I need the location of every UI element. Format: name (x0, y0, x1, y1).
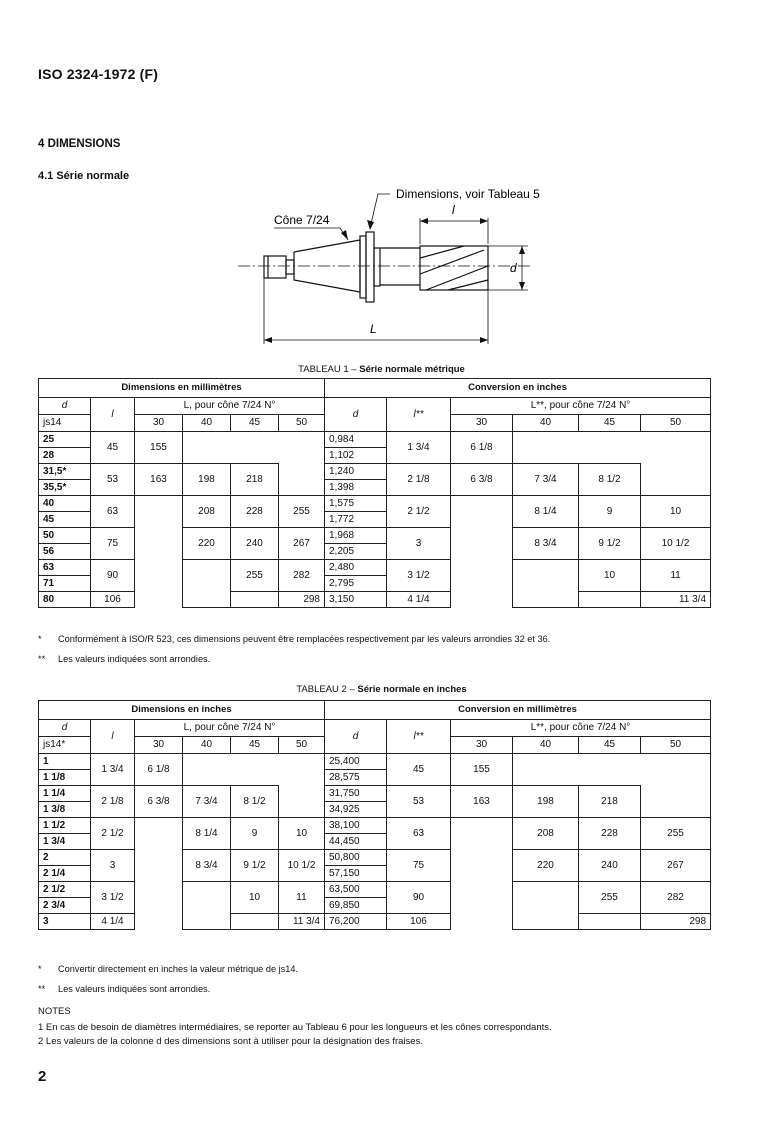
subsection-title: 4.1 Série normale (38, 170, 130, 182)
t2-cone-mm: 45 (579, 737, 641, 754)
table-cell: 2,205 (325, 544, 387, 560)
section-title: 4 DIMENSIONS (38, 138, 121, 150)
table-cell: 2 1/2 (387, 496, 451, 528)
table-cell: 9 1/2 (579, 528, 641, 560)
table-cell: 9 1/2 (231, 850, 279, 882)
table-cell: 7 3/4 (513, 464, 579, 496)
t2-col-l2: l** (387, 720, 451, 754)
table-cell: 25,400 (325, 754, 387, 770)
note-item: 1 En cas de besoin de diamètres intermédiaires, se reporter au Tableau 6 pour les longueurs et les cônes correspondants. (38, 1022, 552, 1033)
t1-col-l: l (91, 398, 135, 432)
t2-cone-mm: 30 (451, 737, 513, 754)
table-cell: 11 3/4 (279, 914, 325, 930)
table-cell: 63 (387, 818, 451, 850)
table-cell: 228 (231, 496, 279, 528)
table-cell: 50,800 (325, 850, 387, 866)
table-cell: 45 (39, 512, 91, 528)
table-cell: 75 (91, 528, 135, 560)
table-cell: 1 (39, 754, 91, 770)
notes-title: NOTES (38, 1006, 71, 1017)
table2 (38, 700, 711, 930)
table-cell: 240 (579, 850, 641, 882)
t1-cone-in: 50 (641, 415, 711, 432)
table-cell: 2 1/8 (387, 464, 451, 496)
table-cell: 255 (641, 818, 711, 850)
table-cell: 2 1/8 (91, 786, 135, 818)
t1-tol: js14 (39, 415, 91, 432)
cone-label: Cône 7/24 (274, 213, 330, 227)
table-cell: 0,984 (325, 432, 387, 448)
t2-tol: js14* (39, 737, 91, 754)
table2-caption: TABLEAU 2 – Série normale en inches (296, 684, 467, 695)
t2-col-d2: d (325, 720, 387, 754)
table-cell: 8 1/4 (183, 818, 231, 850)
table-cell: 1 3/4 (39, 834, 91, 850)
table-cell: 8 3/4 (513, 528, 579, 560)
t2-col-d: d (39, 720, 91, 737)
table-cell: 208 (183, 496, 231, 528)
table-cell: 1,398 (325, 480, 387, 496)
table-cell: 3 1/2 (387, 560, 451, 592)
table-cell: 4 1/4 (91, 914, 135, 930)
table-cell: 45 (91, 432, 135, 464)
table-cell: 2 1/2 (91, 818, 135, 850)
table-cell: 155 (451, 754, 513, 786)
table-cell: 8 3/4 (183, 850, 231, 882)
table-cell: 8 1/4 (513, 496, 579, 528)
table-cell: 2,795 (325, 576, 387, 592)
table-cell: 255 (579, 882, 641, 914)
table-cell: 228 (579, 818, 641, 850)
table-cell: 2 (39, 850, 91, 866)
table-cell: 11 (641, 560, 711, 592)
table-cell: 1 1/4 (39, 786, 91, 802)
table-cell: 10 1/2 (279, 850, 325, 882)
table-cell: 63 (91, 496, 135, 528)
table-cell: 218 (231, 464, 279, 496)
table-cell: 6 3/8 (135, 786, 183, 818)
table-cell: 8 1/2 (231, 786, 279, 818)
table-cell: 255 (231, 560, 279, 592)
table-cell: 44,450 (325, 834, 387, 850)
table-cell: 38,100 (325, 818, 387, 834)
table-cell: 90 (387, 882, 451, 914)
t1-col-L2: L**, pour cône 7/24 N° (451, 398, 711, 415)
table-cell: 1,240 (325, 464, 387, 480)
table-cell: 31,750 (325, 786, 387, 802)
table-cell: 10 (641, 496, 711, 528)
table-cell: 198 (513, 786, 579, 818)
t1-col-l2: l** (387, 398, 451, 432)
table-cell: 6 1/8 (135, 754, 183, 786)
table-cell: 267 (279, 528, 325, 560)
table-cell: 45 (387, 754, 451, 786)
t2-cone: 45 (231, 737, 279, 754)
table-cell: 53 (91, 464, 135, 496)
document-header: ISO 2324-1972 (F) (38, 66, 159, 82)
table-cell: 69,850 (325, 898, 387, 914)
table-cell: 1,575 (325, 496, 387, 512)
table1-footnote-1: * Conformément à ISO/R 523, ces dimensions peuvent être remplacées respectivement par les valeurs arrondies 32 et 36. (38, 634, 551, 644)
t2-col-L2: L**, pour cône 7/24 N° (451, 720, 711, 737)
table-cell: 34,925 (325, 802, 387, 818)
table1-footnote-2: ** Les valeurs indiquées sont arrondies. (38, 654, 211, 664)
t1-cone-in: 40 (513, 415, 579, 432)
table-cell: 1,102 (325, 448, 387, 464)
t2-col-L: L, pour cône 7/24 N° (135, 720, 325, 737)
table-cell: 208 (513, 818, 579, 850)
table-cell: 106 (387, 914, 451, 930)
t1-cone: 45 (231, 415, 279, 432)
table-cell: 1,772 (325, 512, 387, 528)
table-cell: 28,575 (325, 770, 387, 786)
page-number: 2 (38, 1068, 47, 1085)
table-cell: 7 3/4 (183, 786, 231, 818)
L-label: L (370, 322, 377, 336)
table-cell: 3 1/2 (91, 882, 135, 914)
table-cell: 220 (513, 850, 579, 882)
table-cell: 1 3/4 (91, 754, 135, 786)
table-cell: 255 (279, 496, 325, 528)
t2-col-l: l (91, 720, 135, 754)
table1-caption: TABLEAU 1 – Série normale métrique (298, 364, 465, 375)
t2-group-right: Conversion en millimètres (325, 701, 711, 720)
table-cell: 3 (91, 850, 135, 882)
table-cell: 198 (183, 464, 231, 496)
t1-cone: 50 (279, 415, 325, 432)
t2-cone: 30 (135, 737, 183, 754)
table-cell: 9 (231, 818, 279, 850)
table-cell: 163 (135, 464, 183, 496)
t2-cone-mm: 40 (513, 737, 579, 754)
table-cell: 240 (231, 528, 279, 560)
dims-label: Dimensions, voir Tableau 5 (396, 187, 540, 201)
table-cell: 298 (641, 914, 711, 930)
table-cell: 53 (387, 786, 451, 818)
table2-footnote-1: * Convertir directement en inches la valeur métrique de js14. (38, 964, 299, 974)
table-cell: 6 1/8 (451, 432, 513, 464)
table-cell: 3 (387, 528, 451, 560)
t1-col-d: d (39, 398, 91, 415)
table-cell: 75 (387, 850, 451, 882)
table-cell: 71 (39, 576, 91, 592)
t1-group-right: Conversion en inches (325, 379, 711, 398)
table-cell: 3,150 (325, 592, 387, 608)
table-cell: 1 3/8 (39, 802, 91, 818)
table-cell: 28 (39, 448, 91, 464)
t1-group-left: Dimensions en millimètres (39, 379, 325, 398)
table-cell: 267 (641, 850, 711, 882)
table-cell: 25 (39, 432, 91, 448)
table-cell: 2 1/4 (39, 866, 91, 882)
table-cell: 31,5* (39, 464, 91, 480)
t2-group-left: Dimensions en inches (39, 701, 325, 720)
table-cell: 11 (279, 882, 325, 914)
table-cell: 57,150 (325, 866, 387, 882)
table-cell: 4 1/4 (387, 592, 451, 608)
table-cell: 163 (451, 786, 513, 818)
table-cell: 10 1/2 (641, 528, 711, 560)
table-cell: 10 (279, 818, 325, 850)
table-cell: 2 1/2 (39, 882, 91, 898)
t2-cone-mm: 50 (641, 737, 711, 754)
t2-cone: 40 (183, 737, 231, 754)
table-cell: 2 3/4 (39, 898, 91, 914)
table-cell: 11 3/4 (641, 592, 711, 608)
t1-cone-in: 45 (579, 415, 641, 432)
table-cell: 282 (279, 560, 325, 592)
table-cell: 1 1/8 (39, 770, 91, 786)
table2-footnote-2: ** Les valeurs indiquées sont arrondies. (38, 984, 211, 994)
table-cell: 220 (183, 528, 231, 560)
table-cell: 9 (579, 496, 641, 528)
table-cell: 35,5* (39, 480, 91, 496)
note-item: 2 Les valeurs de la colonne d des dimensions sont à utiliser pour la désignation des fraises. (38, 1036, 423, 1047)
table-cell: 3 (39, 914, 91, 930)
table-cell: 10 (231, 882, 279, 914)
table1 (38, 378, 711, 608)
t1-col-L: L, pour cône 7/24 N° (135, 398, 325, 415)
table-cell: 76,200 (325, 914, 387, 930)
table-cell: 8 1/2 (579, 464, 641, 496)
table-cell: 155 (135, 432, 183, 464)
table-cell: 1 1/2 (39, 818, 91, 834)
table-cell: 298 (279, 592, 325, 608)
t1-cone: 30 (135, 415, 183, 432)
table-cell: 56 (39, 544, 91, 560)
table-cell: 282 (641, 882, 711, 914)
table-cell: 1 3/4 (387, 432, 451, 464)
table-cell: 6 3/8 (451, 464, 513, 496)
table-cell: 50 (39, 528, 91, 544)
d-label: d (510, 261, 517, 275)
table-cell: 40 (39, 496, 91, 512)
table-cell: 63,500 (325, 882, 387, 898)
table-cell: 218 (579, 786, 641, 818)
table-cell: 63 (39, 560, 91, 576)
table-cell: 2,480 (325, 560, 387, 576)
table-cell: 106 (91, 592, 135, 608)
t1-cone: 40 (183, 415, 231, 432)
t1-cone-in: 30 (451, 415, 513, 432)
table-cell: 1,968 (325, 528, 387, 544)
table-cell: 10 (579, 560, 641, 592)
table-cell: 80 (39, 592, 91, 608)
table-cell: 90 (91, 560, 135, 592)
cutter-drawing (230, 178, 540, 350)
t1-col-d2: d (325, 398, 387, 432)
t2-cone: 50 (279, 737, 325, 754)
l-label: l (452, 203, 455, 217)
